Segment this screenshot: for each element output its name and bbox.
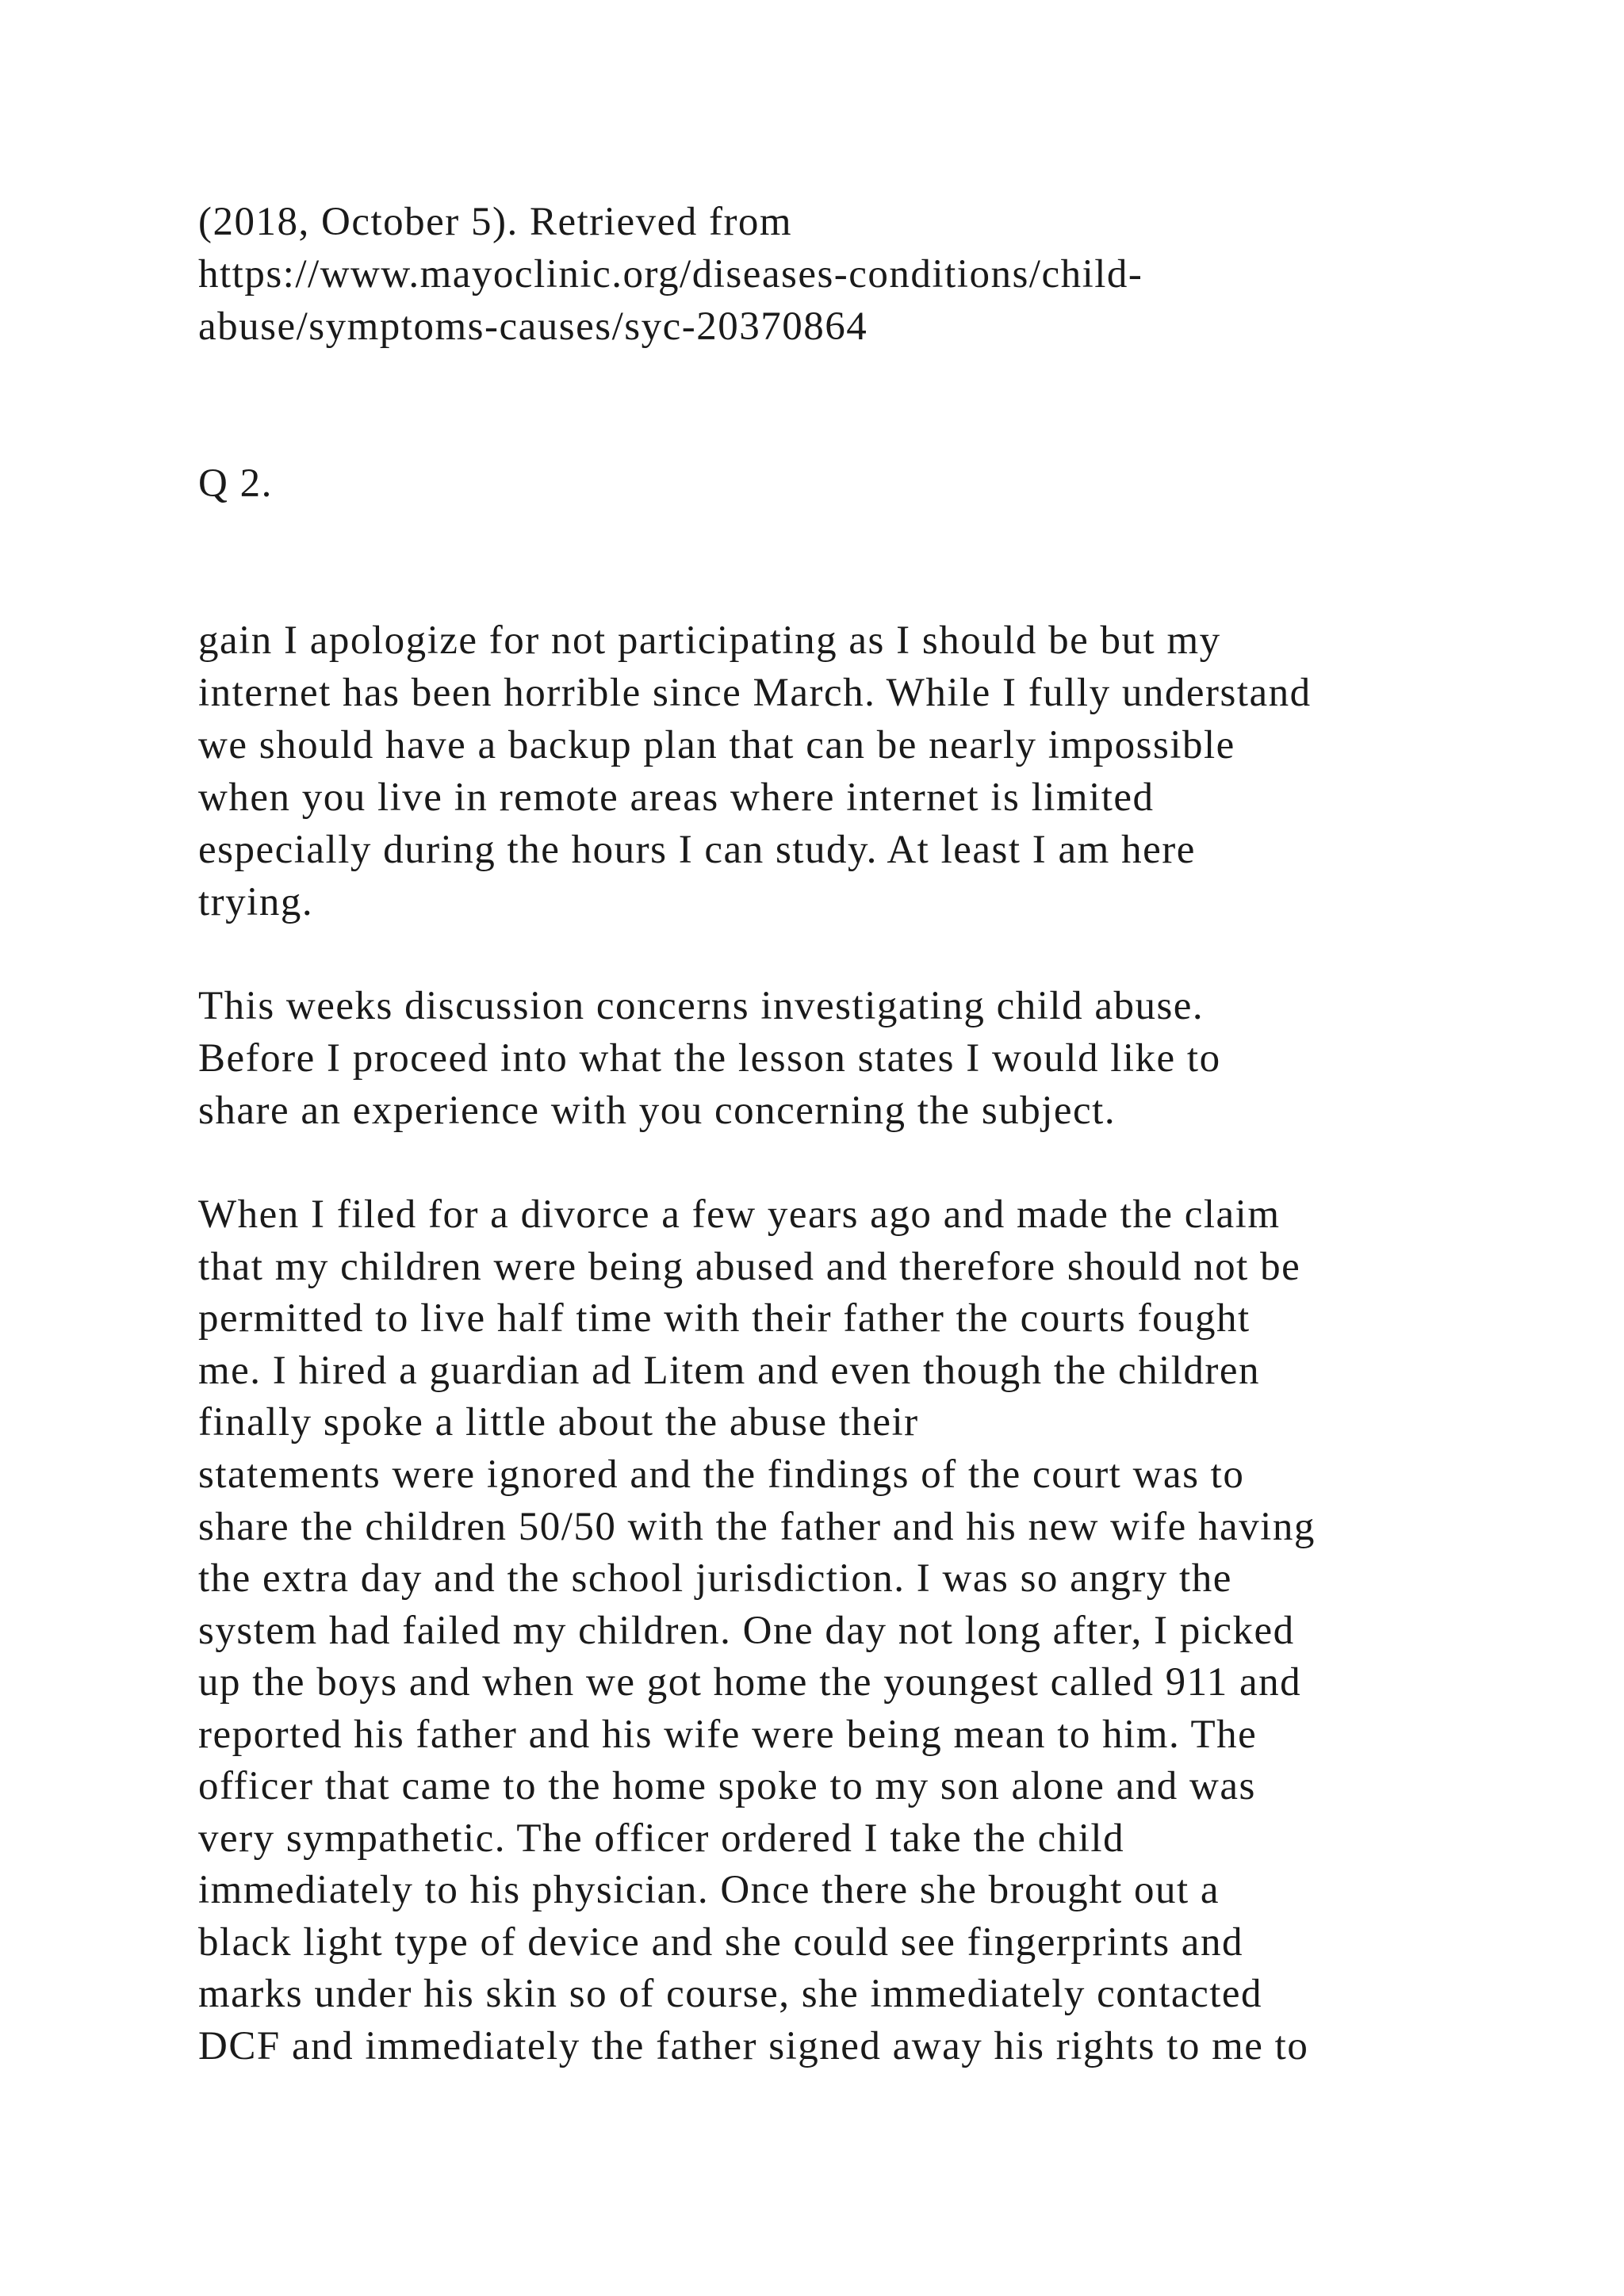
paragraph-line: when you live in remote areas where internet is limited [198,775,1155,820]
paragraph-line: officer that came to the home spoke to my son alone and was [198,1764,1256,1808]
question-heading: Q 2. [198,461,273,506]
paragraph-line: especially during the hours I can study. At least I am here [198,828,1196,872]
reference-line: (2018, October 5). Retrieved from [198,200,793,244]
paragraph-line: permitted to live half time with their father the courts fought [198,1296,1251,1341]
paragraph-line: gain I apologize for not participating as I should be but my [198,618,1221,663]
reference-url-line: https://www.mayoclinic.org/diseases-conditions/child- [198,252,1143,297]
paragraph-line: that my children were being abused and therefore should not be [198,1245,1301,1289]
paragraph-line: reported his father and his wife were being mean to him. The [198,1712,1258,1757]
paragraph-line: immediately to his physician. Once there she brought out a [198,1868,1220,1912]
paragraph-line: statements were ignored and the findings of the court was to [198,1452,1245,1497]
paragraph-line: me. I hired a guardian ad Litem and even though the children [198,1349,1261,1393]
paragraph-line: marks under his skin so of course, she immediately contacted [198,1972,1263,2016]
paragraph-line: share an experience with you concerning the subject. [198,1089,1116,1133]
paragraph-line: internet has been horrible since March. While I fully understand [198,671,1312,715]
paragraph-line: black light type of device and she could see fingerprints and [198,1920,1243,1965]
paragraph-line: When I filed for a divorce a few years ago and made the claim [198,1192,1281,1237]
paragraph-line: This weeks discussion concerns investigating child abuse. [198,984,1205,1028]
paragraph-line: DCF and immediately the father signed away his rights to me to [198,2024,1309,2068]
paragraph-line: we should have a backup plan that can be nearly impossible [198,723,1235,767]
paragraph-line: the extra day and the school jurisdiction. I was so angry the [198,1556,1232,1601]
paragraph-line: share the children 50/50 with the father and his new wife having [198,1505,1316,1549]
paragraph-line: up the boys and when we got home the youngest called 911 and [198,1660,1302,1705]
reference-url-line: abuse/symptoms-causes/syc-20370864 [198,304,868,349]
paragraph-line: system had failed my children. One day not long after, I picked [198,1609,1295,1653]
paragraph-line: Before I proceed into what the lesson states I would like to [198,1036,1221,1081]
paragraph-line: finally spoke a little about the abuse their [198,1400,919,1445]
paragraph-line: trying. [198,880,314,924]
paragraph-line: very sympathetic. The officer ordered I take the child [198,1816,1125,1861]
